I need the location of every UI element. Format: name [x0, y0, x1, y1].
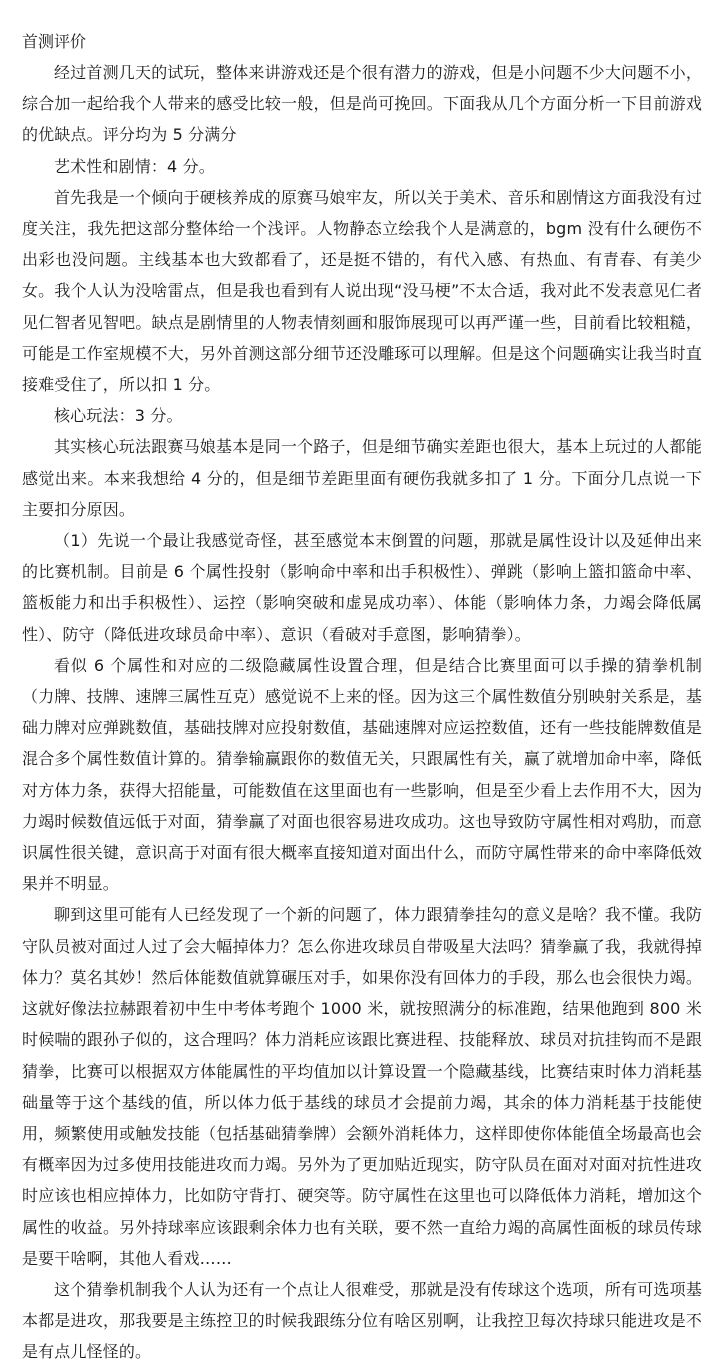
document-title: 首测评价 [22, 32, 87, 51]
document [22, 26, 702, 1368]
paragraph-stamina: 聊到这里可能有人已经发现了一个新的问题了，体力跟猜拳挂勾的意义是啥？我不懂。我防守队员被对面过人过了会大幅掉体力？怎么你进攻球员自带吸星大法吗？猜拳赢了我，我就得掉体力？莫名其妙！然后体能数值就算碾压对手，如果你没有回体力的手段，那么也会很快力竭。这就好像法拉赫跟着初中生中考体考跑个 1000 米，就按照满分的标准跑，结果他跑到 800 米时候喘的跟孙子似的，这合理吗？体力消耗应该跟比赛进程、技能释放、球员对抗挂钩而不是跟猜拳，比赛可以根据双方体能属性的平均值加以计算设置一个隐藏基线，比赛结束时体力消耗基础量等于这个基线的值，所以体力低于基线的球员才会提前力竭，其余的体力消耗基于技能使用，频繁使用或触发技能（包括基础猜拳牌）会额外消耗体力，这样即使你体能值全场最高也会有概率因为过多使用技能进攻而力竭。另外为了更加贴近现实，防守队员在面对对面对抗性进攻时应该也相应掉体力，比如防守背打、硬突等。防守属性在这里也可以降低体力消耗，增加这个属性的收益。另外持球率应该跟剩余体力也有关联，要不然一直给力竭的高属性面板的球员传球是要干啥啊，其他人看戏…… [22, 905, 702, 1268]
paragraph-art-story: 首先我是一个倾向于硬核养成的原赛马娘牢友，所以关于美术、音乐和剧情这方面我没有过度关注，我先把这部分整体给一个浅评。人物静态立绘我个人是满意的，bgm 没有什么硬伤不出彩也没问题。主线基本也大致都看了，还是挺不错的，有代入感、有热血、有青春、有美少女。我个人认为没啥雷点，但是我也看到有人说出现“没马梗”不太合适，我对此不发表意见仁者见仁智者见智吧。缺点是剧情里的人物表情刻画和服饰展现可以再严谨一些，目前看比较粗糙，可能是工作室规模不大，另外首测这部分细节还没雕琢可以理解。但是这个问题确实让我当时直接难受住了，所以扣 1 分。 [22, 187, 702, 395]
section-heading-art-story: 艺术性和剧情：4 分。 [54, 156, 215, 176]
paragraph-core-gameplay-intro: 其实核心玩法跟赛马娘基本是同一个路子，但是细节确实差距也很大，基本上玩过的人都能感觉出来。本来我想给 4 分的，但是细节差距里面有硬伤我就多扣了 1 分。下面分几点说一下主要扣分原因。 [22, 437, 702, 519]
section-heading-core-gameplay: 核心玩法：3 分。 [54, 406, 183, 426]
paragraph-point-1: （1）先说一个最让我感觉奇怪，甚至感觉本末倒置的问题，那就是属性设计以及延伸出来的比赛机制。目前是 6 个属性投射（影响命中率和出手积极性）、弹跳（影响上篮扣篮命中率、篮板能力和出手积极性）、运控（影响突破和虚晃成功率）、体能（影响体力条，力竭会降低属性）、防守（降低进攻球员命中率）、意识（看破对手意图，影响猜拳）。 [22, 531, 702, 644]
paragraph-passing: 这个猜拳机制我个人认为还有一个点让人很难受，那就是没有传球这个选项，所有可选项基本都是进攻，那我要是主练控卫的时候我跟练分位有啥区别啊，让我控卫每次持球只能进攻是不是有点儿怪怪的。 [22, 1279, 702, 1362]
paragraph-intro: 经过首测几天的试玩，整体来讲游戏还是个很有潜力的游戏，但是小问题不少大问题不小，综合加一起给我个人带来的感受比较一般，但是尚可挽回。下面我从几个方面分析一下目前游戏的优缺点。评分均为 5 分满分 [22, 63, 702, 145]
paragraph-guessing-mechanism: 看似 6 个属性和对应的二级隐藏属性设置合理，但是结合比赛里面可以手操的猜拳机制（力牌、技牌、速牌三属性互克）感觉说不上来的怪。因为这三个属性数值分别映射关系是，基础力牌对应弹跳数值，基础技牌对应投射数值，基础速牌对应运控数值，还有一些技能牌数值是混合多个属性数值计算的。猜拳输赢跟你的数值无关，只跟属性有关，赢了就增加命中率，降低对方体力条，获得大招能量，可能数值在这里面也有一些影响，但是至少看上去作用不大，因为力竭时候数值远低于对面，猜拳赢了对面也很容易进攻成功。这也导致防守属性相对鸡肋，而意识属性很关键，意识高于对面有很大概率直接知道对面出什么，而防守属性带来的命中率降低效果并不明显。 [22, 655, 702, 894]
